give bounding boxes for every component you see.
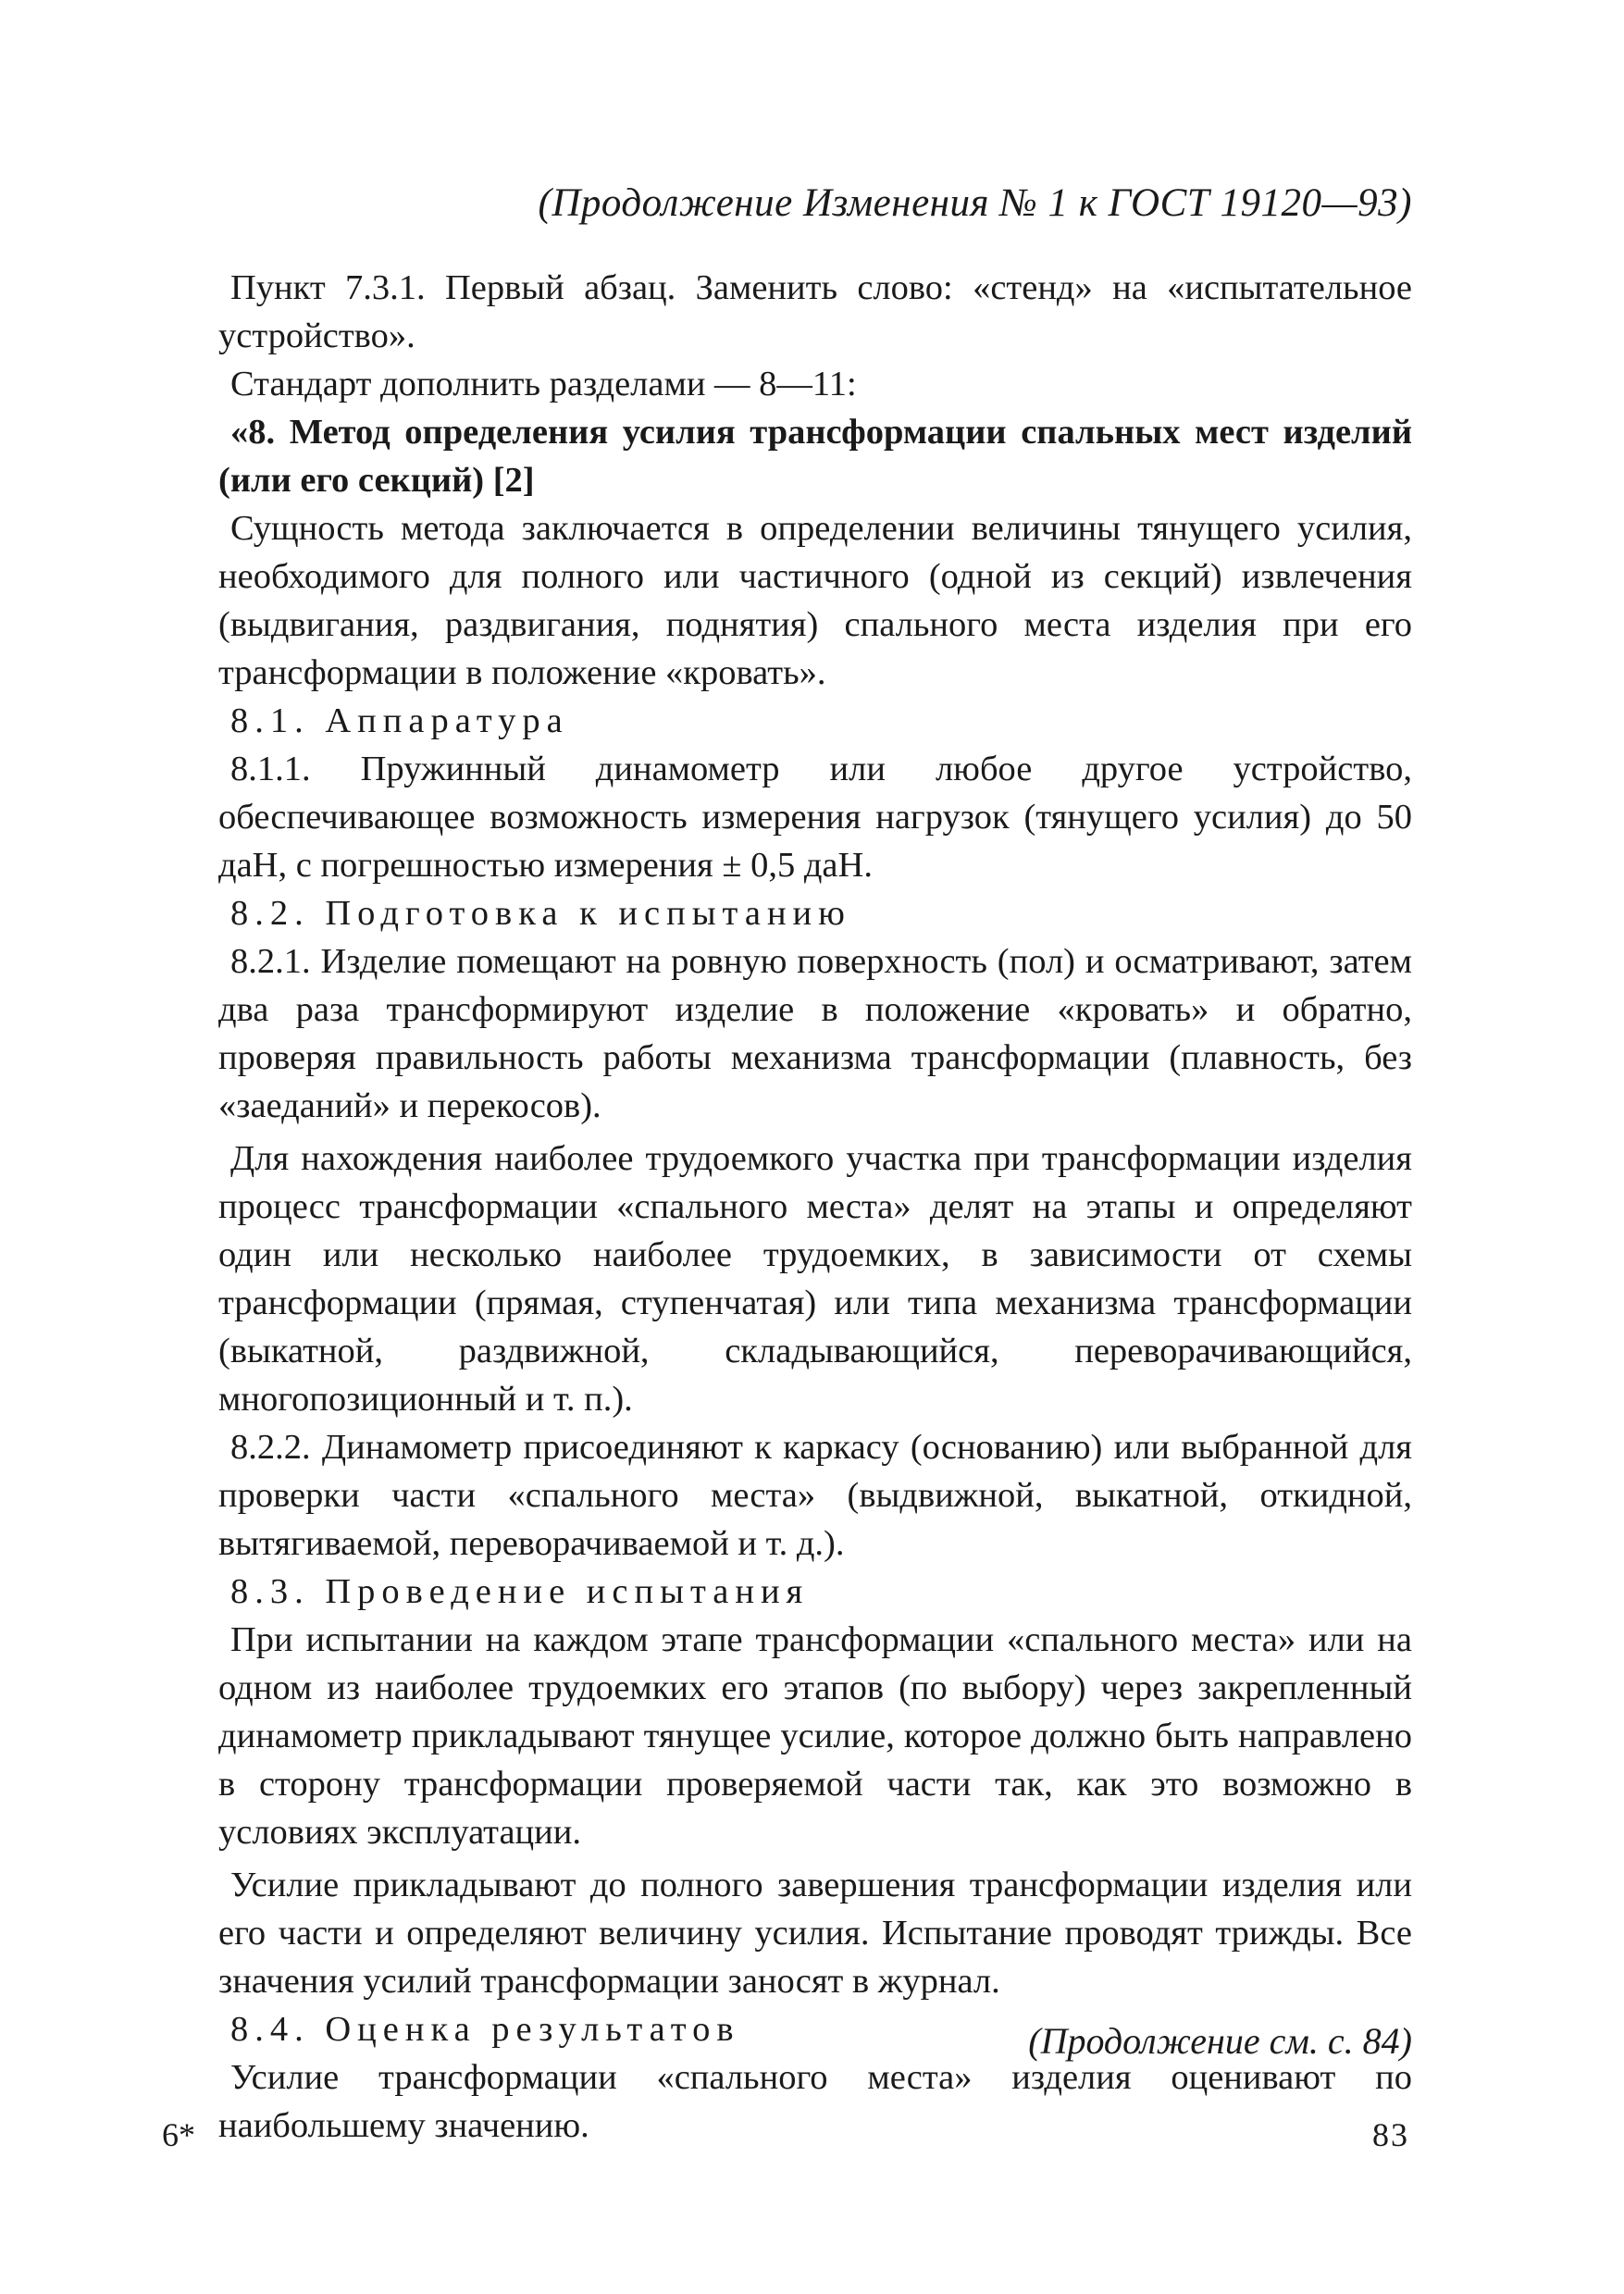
paragraph-8-2-1: 8.2.1. Изделие помещают на ровную поверхность (пол) и осматривают, затем два раза трансформируют изделие в положение «кровать» и обратно, проверяя правильность работы механизма трансформации (плавность, без «заеданий» и перекосов). xyxy=(218,942,1412,1125)
section-8-heading: «8. Метод определения усилия трансформации спальных мест изделий (или его секций) [2] xyxy=(218,413,1412,500)
continuation-note: (Продолжение см. с. 84) xyxy=(1028,2020,1412,2062)
section-8-2-heading: 8.2. Подготовка к испытанию xyxy=(230,894,851,933)
paragraph-8-2-2: 8.2.2. Динамометр присоединяют к каркасу (основанию) или выбранной для проверки части «спального места» (выдвижной, выкатной, откидной, вытягиваемой, переворачиваемой и т. д.). xyxy=(218,1428,1412,1563)
paragraph-8-1-1: 8.1.1. Пружинный динамометр или любое другое устройство, обеспечивающее возможность измерения нагрузок (тянущего усилия) до 50 даН, с погрешностью измерения ± 0,5 даН. xyxy=(218,750,1412,885)
section-8-4-heading: 8.4. Оценка результатов xyxy=(230,2010,740,2049)
page-number: 83 xyxy=(1372,2116,1409,2153)
running-header: (Продолжение Изменения № 1 к ГОСТ 19120—93) xyxy=(538,181,1412,225)
signature-mark: 6* xyxy=(162,2116,195,2153)
paragraph-8-4: Усилие трансформации «спального места» изделия оценивают по наибольшему значению. xyxy=(218,2058,1412,2145)
paragraph-8-3-b: Усилие прикладывают до полного завершения трансформации изделия или его части и определяют величину усилия. Испытание проводят трижды. Все значения усилий трансформации заносят в журнал. xyxy=(218,1866,1412,2001)
section-8-3-heading: 8.3. Проведение испытания xyxy=(230,1572,810,1611)
paragraph-method-essence: Сущность метода заключается в определении величины тянущего усилия, необходимого для полного или частичного (одной из секций) извлечения (выдвигания, раздвигания, поднятия) спального места изделия при его трансформации в положение «кровать». xyxy=(218,509,1412,692)
section-8-1-heading: 8.1. Аппаратура xyxy=(230,701,569,740)
paragraph-8-2-1-continued: Для нахождения наиболее трудоемкого участка при трансформации изделия процесс трансформации «спального места» делят на этапы и определяют один или несколько наиболее трудоемких, в зависимости от схемы трансформации (прямая, ступенчатая) или типа механизма трансформации (выкатной, раздвижной, складывающийся, переворачивающийся, многопозиционный и т. п.). xyxy=(218,1139,1412,1419)
document-body xyxy=(218,264,1412,2150)
paragraph-8-3-a: При испытании на каждом этапе трансформации «спального места» или на одном из наиболее трудоемких его этапов (по выбору) через закрепленный динамометр прикладывают тянущее усилие, которое должно быть направлено в сторону трансформации проверяемой части так, как это возможно в условиях эксплуатации. xyxy=(218,1620,1412,1852)
paragraph-sections-added: Стандарт дополнить разделами — 8—11: xyxy=(230,365,857,403)
paragraph-7-3-1: Пункт 7.3.1. Первый абзац. Заменить слово: «стенд» на «испытательное устройство». xyxy=(218,268,1412,355)
